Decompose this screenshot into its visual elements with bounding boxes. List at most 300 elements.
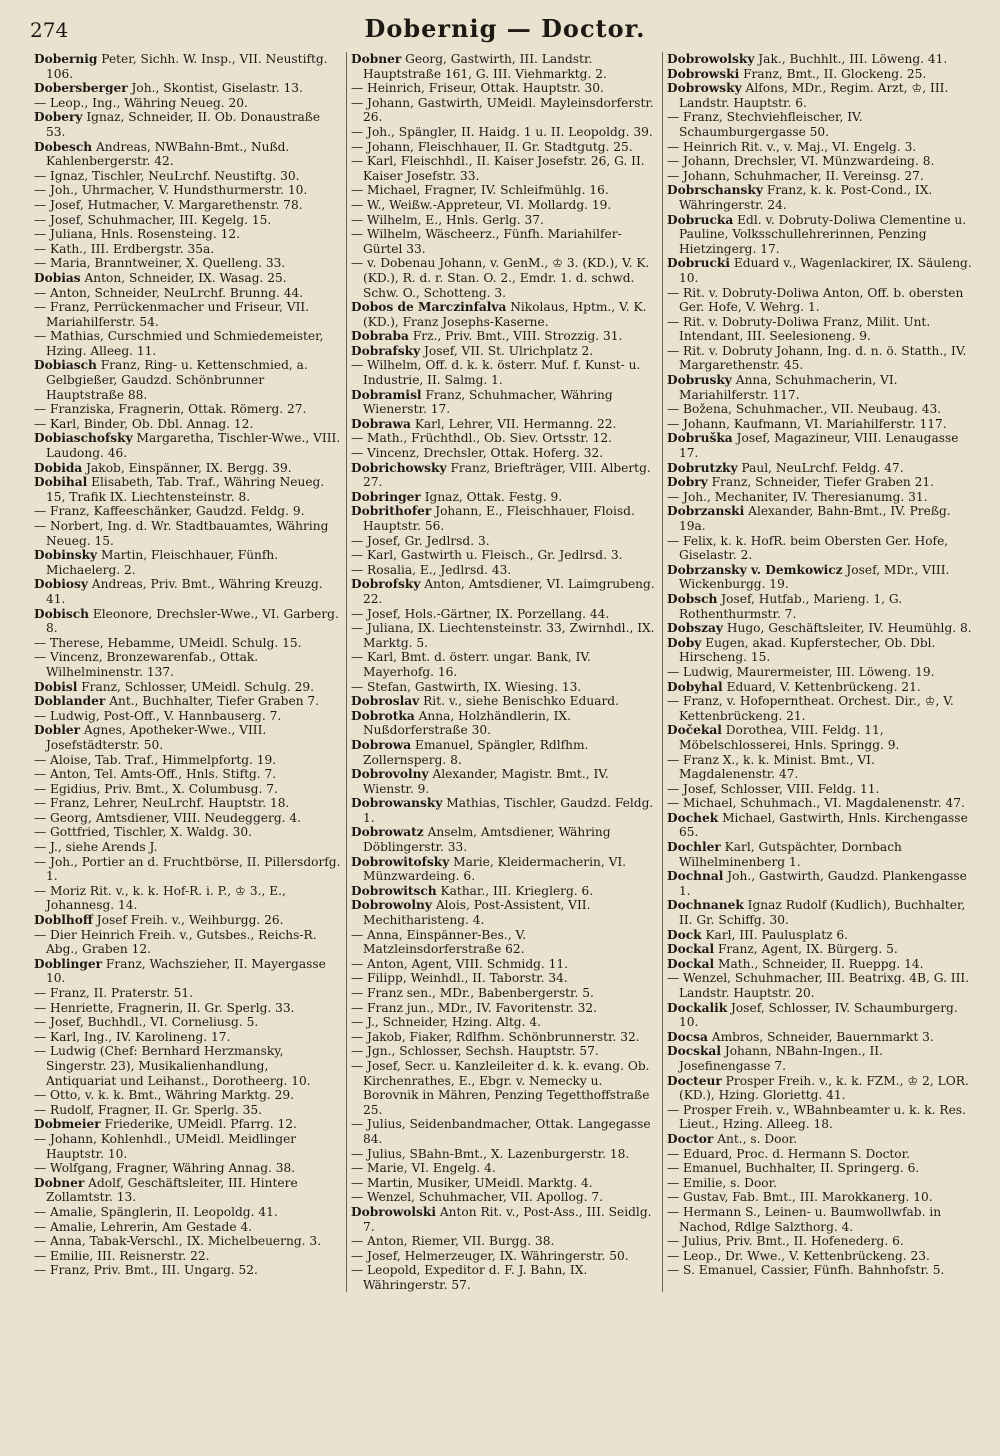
entry-surname: Dobernig xyxy=(34,52,98,66)
entry-text: — Franz, Lehrer, NeuLrchf. Hauptstr. 18. xyxy=(34,796,290,811)
entry-text: Ambros, Schneider, Bauernmarkt 3. xyxy=(711,1029,934,1044)
entry-text: — Amalie, Spänglerin, II. Leopoldg. 41. xyxy=(34,1204,278,1219)
directory-entry xyxy=(34,1205,342,1220)
entry-surname: Dochnanek xyxy=(667,898,744,913)
entry-text: — Karl, Ing., IV. Karolineng. 17. xyxy=(34,1029,231,1044)
entry-text: — Hermann S., Leinen- u. Baumwollwfab. in Nachod, Rdlge Salzthorg. 4. xyxy=(667,1204,942,1234)
entry-text: — Leop., Ing., Währing Neueg. 20. xyxy=(34,95,248,110)
directory-entry xyxy=(34,1263,342,1278)
entry-surname: Dobisl xyxy=(34,679,78,694)
entry-surname: Dockal xyxy=(667,942,715,957)
entry-surname: Dobias xyxy=(34,270,81,285)
entry-text: Alexander, Bahn-Bmt., IV. Preßg. 19a. xyxy=(679,504,951,533)
entry-text: — Wilhelm, Off. d. k. k. österr. Muf. f. Kunst- u. Industrie, II. Salmg. 1. xyxy=(351,358,641,388)
directory-entry xyxy=(34,198,342,213)
directory-entry xyxy=(667,373,974,402)
entry-text: Anna, Schuhmacherin, VI. Mariahilferstr. 117. xyxy=(679,373,898,402)
entry-text: Josef Freih. v., Weihburgg. 26. xyxy=(96,913,284,928)
entry-text: Joh., Gastwirth, Gaudzd. Plankengasse 1. xyxy=(679,869,967,898)
entry-surname: Dobiosy xyxy=(34,577,88,592)
entry-text: — Egidius, Priv. Bmt., X. Columbusg. 7. xyxy=(34,781,278,796)
directory-entry xyxy=(667,490,974,505)
directory-entry xyxy=(34,1044,342,1088)
entry-text: Joh., Skontist, Giselastr. 13. xyxy=(131,81,303,96)
directory-entry xyxy=(34,227,342,242)
entry-text: — Josef, Buchhdl., VI. Corneliusg. 5. xyxy=(34,1015,259,1030)
directory-entry xyxy=(667,621,974,636)
directory-entry xyxy=(667,52,974,67)
entry-text: Franz, Ring- u. Kettenschmied, a. Gelbgießer, Gaudzd. Schönbrunner Hauptstraße 88. xyxy=(46,358,308,402)
directory-entry xyxy=(351,1176,658,1191)
entry-text: — Josef, Schuhmacher, III. Kegelg. 15. xyxy=(34,212,272,227)
directory-entry xyxy=(351,504,658,533)
entry-surname: Dobler xyxy=(34,723,81,738)
entry-surname: Dobinsky xyxy=(34,548,98,563)
directory-entry xyxy=(351,329,658,344)
entry-text: — v. Dobenau Johann, v. GenM., ♔ 3. (KD.), V. K. (KD.), R. d. r. Stan. O. 2., Emdr. 1. d. schwd. Schw. O., Schotteng. 3. xyxy=(351,256,650,300)
entry-text: — Maria, Branntweiner, X. Quelleng. 33. xyxy=(34,256,286,271)
directory-entry xyxy=(667,796,974,811)
directory-entry xyxy=(351,125,658,140)
entry-text: Nikolaus, Hptm., V. K. (KD.), Franz Josephs-Kaserne. xyxy=(363,300,647,329)
directory-entry xyxy=(34,680,342,695)
entry-text: Eduard v., Wagenlackirer, IX. Säuleng. 10. xyxy=(679,256,972,285)
entry-text: — W., Weißw.-Appreteur, VI. Mollardg. 19. xyxy=(351,197,612,212)
directory-entry xyxy=(34,169,342,184)
entry-text: Peter, Sichh. W. Insp., VII. Neustiftg. 106. xyxy=(46,52,328,81)
directory-entry xyxy=(34,986,342,1001)
entry-text: Emanuel, Spängler, Rdlfhm. Zollernsperg. 8. xyxy=(363,737,589,767)
entry-text: Franz, Briefträger, VIII. Albertg. 27. xyxy=(363,460,651,490)
directory-entry xyxy=(351,738,658,767)
entry-text: Andreas, NWBahn-Bmt., Nußd. Kahlenbergerstr. 42. xyxy=(46,139,290,169)
directory-entry xyxy=(34,782,342,797)
page-number: 274 xyxy=(30,18,69,42)
directory-entry xyxy=(351,971,658,986)
directory-entry xyxy=(667,475,974,490)
directory-entry xyxy=(351,1263,658,1292)
directory-entry xyxy=(667,563,974,592)
entry-text: — Juliana, Hnls. Rosensteing. 12. xyxy=(34,227,240,242)
entry-text: Anton, Schneider, IX. Wasag. 25. xyxy=(84,270,287,285)
directory-entry xyxy=(351,300,658,329)
entry-text: Franz, Schuhmacher, Währing Wienerstr. 17. xyxy=(363,387,613,417)
directory-entry xyxy=(351,1044,658,1059)
directory-entry xyxy=(667,694,974,723)
entry-surname: Dobisch xyxy=(34,606,89,621)
directory-entry xyxy=(34,1001,342,1016)
entry-surname: Dobrowitsch xyxy=(351,883,437,898)
entry-text: — Vincenz, Bronzewarenfab., Ottak. Wilhelminenstr. 137. xyxy=(34,650,259,679)
entry-text: — Heinrich, Friseur, Ottak. Hauptstr. 30. xyxy=(351,81,604,96)
entry-text: Frz., Priv. Bmt., VIII. Strozzig. 31. xyxy=(412,329,623,344)
directory-entry xyxy=(34,431,342,460)
entry-text: Ignaz, Ottak. Festg. 9. xyxy=(424,489,563,504)
entry-text: — Joh., Spängler, II. Haidg. 1 u. II. Leopoldg. 39. xyxy=(351,124,653,139)
entry-text: — Franz X., k. k. Minist. Bmt., VI. Magdalenenstr. 47. xyxy=(667,752,875,782)
entry-text: Prosper Freih. v., k. k. FZM., ♔ 2, LOR. (KD.), Hzing. Gloriettg. 41. xyxy=(679,1073,969,1103)
directory-entry xyxy=(351,1030,658,1045)
entry-text: Ant., Buchhalter, Tiefer Graben 7. xyxy=(109,694,320,709)
directory-entry xyxy=(667,942,974,957)
entry-surname: Dobersberger xyxy=(34,81,128,96)
entry-text: Franz, Agent, IX. Bürgerg. 5. xyxy=(717,942,898,957)
directory-entry xyxy=(667,213,974,257)
directory-entry xyxy=(667,256,974,285)
entry-text: Karl, III. Paulusplatz 6. xyxy=(705,927,849,942)
directory-entry xyxy=(34,1132,342,1161)
entry-text: — Rit. v. Dobruty-Doliwa Anton, Off. b. obersten Ger. Hofe, V. Wehrg. 1. xyxy=(667,285,964,315)
directory-entry xyxy=(667,417,974,432)
directory-entry xyxy=(667,665,974,680)
entry-text: — Franz, v. Hofoperntheat. Orchest. Dir., ♔, V. Kettenbrückeng. 21. xyxy=(667,694,954,723)
directory-entry xyxy=(34,1103,342,1118)
entry-surname: Dobihal xyxy=(34,475,88,490)
directory-entry xyxy=(351,227,658,256)
directory-entry xyxy=(34,694,342,709)
entry-text: — Math., Früchthdl., Ob. Siev. Ortsstr. 12. xyxy=(351,431,612,446)
directory-entry xyxy=(34,796,342,811)
directory-entry xyxy=(351,534,658,549)
entry-text: — Božena, Schuhmacher., VII. Neubaug. 43. xyxy=(667,402,942,417)
entry-text: — Eduard, Proc. d. Hermann S. Doctor. xyxy=(667,1146,910,1161)
entry-surname: Dobraba xyxy=(351,329,409,344)
directory-entry xyxy=(667,723,974,752)
entry-text: Eleonore, Drechsler-Wwe., VI. Garberg. 8. xyxy=(46,606,339,636)
entry-text: — Jakob, Fiaker, Rdlfhm. Schönbrunnerstr. 32. xyxy=(351,1029,640,1044)
entry-text: — Julius, SBahn-Bmt., X. Lazenburgerstr. 18. xyxy=(351,1146,630,1161)
entry-text: Adolf, Geschäftsleiter, III. Hintere Zollamtstr. 13. xyxy=(46,1175,298,1205)
directory-entry xyxy=(351,898,658,927)
directory-entry xyxy=(351,154,658,183)
entry-text: — Wilhelm, Wäscheerz., Fünfh. Mariahilfer-Gürtel 33. xyxy=(351,227,622,256)
entry-text: Dorothea, VIII. Feldg. 11, Möbelschlosserei, Hnls. Springg. 9. xyxy=(679,723,900,752)
entry-text: — Wolfgang, Fragner, Währing Annag. 38. xyxy=(34,1161,296,1176)
entry-text: Ignaz, Schneider, II. Ob. Donaustraße 53. xyxy=(46,110,321,139)
directory-entry xyxy=(667,1176,974,1191)
entry-text: Anton, Amtsdiener, VI. Laimgrubeng. 22. xyxy=(363,577,655,606)
directory-entry xyxy=(667,928,974,943)
directory-entry xyxy=(351,884,658,899)
entry-text: — Mathias, Curschmied und Schmiedemeister, Hzing. Alleeg. 11. xyxy=(34,329,324,358)
directory-entry xyxy=(351,1205,658,1234)
directory-entry xyxy=(351,563,658,578)
directory-entry xyxy=(667,1249,974,1264)
entry-surname: Dočekal xyxy=(667,723,722,738)
entry-text: — Rudolf, Fragner, II. Gr. Sperlg. 35. xyxy=(34,1102,262,1117)
entry-text: — Wenzel, Schuhmacher, III. Beatrixg. 4B, G. III. Landstr. Hauptstr. 20. xyxy=(667,971,970,1000)
directory-entry xyxy=(351,358,658,387)
entry-text: — J., siehe Arends J. xyxy=(34,840,158,855)
entry-text: Franz, k. k. Post-Cond., IX. Währingerstr. 24. xyxy=(679,183,933,212)
entry-surname: Dobesch xyxy=(34,139,93,154)
entry-text: — Johann, Schuhmacher, II. Vereinsg. 27. xyxy=(667,168,924,183)
entry-text: — Heinrich Rit. v., v. Maj., VI. Engelg. 3. xyxy=(667,139,917,154)
directory-entry xyxy=(34,577,342,606)
entry-text: Eugen, akad. Kupferstecher, Ob. Dbl. Hirscheng. 15. xyxy=(679,635,936,665)
entry-surname: Docteur xyxy=(667,1073,722,1088)
directory-entry xyxy=(667,183,974,212)
entry-text: — Anton, Tel. Amts-Off., Hnls. Stiftg. 7. xyxy=(34,767,277,782)
directory-entry xyxy=(667,1103,974,1132)
entry-text: Josef, Hutfab., Marieng. 1, G. Rothenthurmstr. 7. xyxy=(679,591,903,621)
directory-entry xyxy=(667,1205,974,1234)
directory-entry xyxy=(667,1030,974,1045)
directory-entry xyxy=(34,1176,342,1205)
columns xyxy=(30,52,980,1292)
entry-text: Johann, NBahn-Ingen., II. Josefinengasse 7. xyxy=(679,1044,883,1073)
directory-entry xyxy=(34,461,342,476)
entry-text: Franz, Wachszieher, II. Mayergasse 10. xyxy=(46,956,326,986)
directory-entry xyxy=(34,242,342,257)
entry-text: — Johann, Fleischhauer, II. Gr. Stadtgutg. 25. xyxy=(351,139,633,154)
entry-surname: Dobrzansky v. Demkowicz xyxy=(667,562,843,577)
entry-text: — Anton, Agent, VIII. Schmidg. 11. xyxy=(351,956,569,971)
entry-surname: Dobrowolsky xyxy=(667,52,755,66)
entry-text: Karl, Lehrer, VII. Hermanng. 22. xyxy=(414,416,617,431)
entry-text: — Josef, Schlosser, VIII. Feldg. 11. xyxy=(667,781,880,796)
directory-entry xyxy=(351,417,658,432)
directory-entry xyxy=(667,1190,974,1205)
entry-text: Franz, Schlosser, UMeidl. Schulg. 29. xyxy=(81,679,315,694)
entry-surname: Docsa xyxy=(667,1029,708,1044)
directory-entry xyxy=(667,971,974,1000)
directory-entry xyxy=(34,840,342,855)
entry-text: Friederike, UMeidl. Pfarrg. 12. xyxy=(104,1117,297,1132)
entry-text: — Otto, v. k. k. Bmt., Währing Marktg. 29. xyxy=(34,1088,295,1103)
entry-text: — Franz, Stechviehfleischer, IV. Schaumburgergasse 50. xyxy=(667,110,863,139)
entry-text: — Ludwig, Maurermeister, III. Löweng. 19. xyxy=(667,664,935,679)
column-1 xyxy=(30,52,346,1292)
directory-entry xyxy=(667,402,974,417)
entry-text: — Joh., Mechaniter, IV. Theresianumg. 31. xyxy=(667,489,928,504)
directory-entry xyxy=(351,986,658,1001)
entry-text: Franz, Bmt., II. Glockeng. 25. xyxy=(743,66,927,81)
directory-entry xyxy=(34,402,342,417)
entry-text: — Therese, Hebamme, UMeidl. Schulg. 15. xyxy=(34,635,302,650)
entry-text: Ignaz Rudolf (Kudlich), Buchhalter, II. Gr. Schiffg. 30. xyxy=(679,898,966,928)
entry-surname: Dobner xyxy=(351,52,402,66)
entry-surname: Dobry xyxy=(667,475,708,490)
directory-entry xyxy=(34,1220,342,1235)
entry-surname: Doctor xyxy=(667,1131,714,1146)
directory-entry xyxy=(34,519,342,548)
directory-entry xyxy=(351,694,658,709)
directory-entry xyxy=(34,52,342,81)
entry-text: Hugo, Geschäftsleiter, IV. Heumühlg. 8. xyxy=(726,621,972,636)
entry-surname: Dobyhal xyxy=(667,679,723,694)
entry-text: — Rit. v. Dobruty-Doliwa Franz, Milit. Unt. Intendant, III. Seelesioneng. 9. xyxy=(667,314,931,344)
entry-text: — Martin, Musiker, UMeidl. Marktg. 4. xyxy=(351,1175,593,1190)
entry-surname: Dochek xyxy=(667,810,719,825)
directory-entry xyxy=(667,81,974,110)
entry-text: Jak., Buchhlt., III. Löweng. 41. xyxy=(758,52,948,66)
entry-text: — Franz, II. Praterstr. 51. xyxy=(34,986,194,1000)
entry-text: Marie, Kleidermacherin, VI. Münzwardeing. 6. xyxy=(363,854,627,884)
entry-surname: Dobiaschofsky xyxy=(34,431,133,446)
directory-entry xyxy=(667,315,974,344)
entry-text: — S. Emanuel, Cassier, Fünfh. Bahnhofstr. 5. xyxy=(667,1263,945,1278)
entry-surname: Dobrowolny xyxy=(351,898,432,913)
directory-entry xyxy=(34,1030,342,1045)
directory-entry xyxy=(351,1117,658,1146)
directory-entry xyxy=(351,183,658,198)
directory-entry xyxy=(351,213,658,228)
directory-entry xyxy=(351,1249,658,1264)
entry-text: — Rit. v. Dobruty Johann, Ing. d. n. ö. Statth., IV. Margarethenstr. 45. xyxy=(667,343,967,373)
directory-entry xyxy=(351,621,658,650)
entry-text: — Johann, Drechsler, VI. Münzwardeing. 8. xyxy=(667,154,935,169)
directory-entry xyxy=(351,825,658,854)
entry-surname: Dobrafsky xyxy=(351,343,421,358)
entry-text: — J., Schneider, Hzing. Altg. 4. xyxy=(351,1015,541,1030)
directory-entry xyxy=(667,1132,974,1147)
entry-surname: Dobrucka xyxy=(667,212,734,227)
entry-text: Michael, Gastwirth, Hnls. Kirchengasse 65. xyxy=(679,810,968,840)
directory-entry xyxy=(667,782,974,797)
entry-surname: Dobrithofer xyxy=(351,504,432,519)
entry-text: — Vincenz, Drechsler, Ottak. Hoferg. 32. xyxy=(351,446,604,461)
directory-entry xyxy=(351,446,658,461)
entry-surname: Dobrichowsky xyxy=(351,460,447,475)
entry-text: — Josef, Secr. u. Kanzleileiter d. k. k. evang. Ob. Kirchenrathes, E., Ebgr. v. Nemecky u. Borovnik in Mähren, Penzing Tegetthoffstraße 25. xyxy=(351,1058,650,1117)
directory-entry xyxy=(351,388,658,417)
entry-text: — Moriz Rit. v., k. k. Hof-R. i. P., ♔ 3., E., Johannesg. 14. xyxy=(34,883,286,913)
entry-text: — Franz, Kaffeeschänker, Gaudzd. Feldg. 9. xyxy=(34,504,305,519)
entry-text: — Anna, Tabak-Verschl., IX. Michelbeuerng. 3. xyxy=(34,1234,321,1249)
entry-text: Math., Schneider, II. Rueppg. 14. xyxy=(717,956,924,971)
entry-surname: Dobsch xyxy=(667,591,718,606)
entry-text: — Karl, Bmt. d. österr. ungar. Bank, IV. Mayerhofg. 16. xyxy=(351,650,591,679)
directory-entry xyxy=(351,1001,658,1016)
directory-entry xyxy=(351,140,658,155)
entry-surname: Dobszay xyxy=(667,621,723,636)
directory-entry xyxy=(667,1147,974,1162)
entry-surname: Dobrutzky xyxy=(667,460,738,475)
directory-entry xyxy=(351,957,658,972)
entry-text: — Georg, Amtsdiener, VIII. Neudeggerg. 4. xyxy=(34,810,301,825)
entry-text: Mathias, Tischler, Gaudzd. Feldg. 1. xyxy=(363,796,654,825)
directory-entry xyxy=(351,1234,658,1249)
directory-entry xyxy=(34,81,342,96)
directory-entry xyxy=(34,1161,342,1176)
column-3 xyxy=(662,52,978,1292)
entry-text: — Johann, Kaufmann, VI. Mariahilferstr. 117. xyxy=(667,416,947,431)
directory-entry xyxy=(351,198,658,213)
entry-surname: Doby xyxy=(667,635,702,650)
entry-text: Anselm, Amtsdiener, Währing Döblingerstr. 33. xyxy=(363,825,611,855)
entry-surname: Dobos de Marczinfalva xyxy=(351,300,507,315)
entry-text: Karl, Gutspächter, Dornbach Wilhelminenberg 1. xyxy=(679,840,902,869)
directory-entry xyxy=(667,957,974,972)
directory-entry xyxy=(34,1117,342,1132)
entry-text: Martin, Fleischhauer, Fünfh. Michaelerg. 2. xyxy=(46,548,279,577)
entry-surname: Dobrofsky xyxy=(351,577,421,592)
entry-text: Alexander, Magistr. Bmt., IV. Wienstr. 9. xyxy=(363,767,609,796)
entry-surname: Dobida xyxy=(34,460,83,475)
directory-entry xyxy=(351,1190,658,1205)
directory-entry xyxy=(667,67,974,82)
directory-entry xyxy=(667,504,974,533)
entry-text: — Ludwig (Chef: Bernhard Herzmansky, Singerstr. 23), Musikalienhandlung, Antiquariat und Leihanst., Dorotheerg. 10. xyxy=(34,1044,311,1088)
directory-entry xyxy=(351,81,658,96)
entry-text: — Juliana, IX. Liechtensteinstr. 33, Zwirnhdl., IX. Marktg. 5. xyxy=(351,621,655,650)
entry-text: — Amalie, Lehrerin, Am Gestade 4. xyxy=(34,1219,253,1234)
entry-surname: Dobrowolski xyxy=(351,1204,436,1219)
directory-entry xyxy=(667,636,974,665)
entry-surname: Dobery xyxy=(34,110,83,125)
entry-surname: Dobruška xyxy=(667,431,733,446)
column-2 xyxy=(346,52,662,1292)
entry-text: — Michael, Fragner, IV. Schleifmühlg. 16. xyxy=(351,183,609,198)
entry-surname: Dobrowatz xyxy=(351,825,424,840)
directory-entry xyxy=(34,271,342,286)
entry-text: — Kath., III. Erdbergstr. 35a. xyxy=(34,241,215,256)
entry-text: — Michael, Schuhmach., VI. Magdalenenstr. 47. xyxy=(667,796,965,811)
directory-entry xyxy=(34,256,342,271)
entry-text: — Julius, Seidenbandmacher, Ottak. Langegasse 84. xyxy=(351,1117,651,1146)
directory-entry xyxy=(667,110,974,139)
entry-text: — Gottfried, Tischler, X. Waldg. 30. xyxy=(34,825,253,840)
directory-entry xyxy=(667,344,974,373)
entry-surname: Dobrzanski xyxy=(667,504,745,519)
running-title: Dobernig — Doctor. xyxy=(364,14,646,43)
entry-surname: Dobrowansky xyxy=(351,796,443,811)
directory-entry xyxy=(667,1001,974,1030)
directory-entry xyxy=(351,52,658,81)
entry-text: — Marie, VI. Engelg. 4. xyxy=(351,1161,496,1176)
entry-surname: Dobrotka xyxy=(351,708,415,723)
directory-entry xyxy=(351,928,658,957)
entry-text: Anton Rit. v., Post-Ass., III. Seidlg. 7. xyxy=(363,1204,652,1234)
directory-entry xyxy=(34,475,342,504)
directory-entry xyxy=(667,1044,974,1073)
directory-entry xyxy=(34,140,342,169)
directory-entry xyxy=(667,154,974,169)
directory-entry xyxy=(34,213,342,228)
directory-entry xyxy=(34,650,342,679)
entry-text: — Aloise, Tab. Traf., Himmelpfortg. 19. xyxy=(34,752,277,767)
directory-entry xyxy=(34,286,342,301)
entry-surname: Dobrowitofsky xyxy=(351,854,450,869)
entry-surname: Dobramisl xyxy=(351,387,422,402)
entry-surname: Dock xyxy=(667,927,702,942)
entry-text: — Franz jun., MDr., IV. Favoritenstr. 32. xyxy=(351,1000,598,1015)
entry-surname: Dobringer xyxy=(351,489,421,504)
entry-text: Andreas, Priv. Bmt., Währing Kreuzg. 41. xyxy=(46,577,323,606)
directory-entry xyxy=(34,300,342,329)
entry-surname: Doblander xyxy=(34,694,106,709)
entry-text: — Franz, Perrückenmacher und Friseur, VII. Mariahilferstr. 54. xyxy=(34,300,310,329)
entry-text: — Filipp, Weinhdl., II. Taborstr. 34. xyxy=(351,971,568,986)
entry-surname: Dobrucki xyxy=(667,256,730,271)
entry-text: — Anton, Riemer, VII. Burgg. 38. xyxy=(351,1234,555,1249)
directory-entry xyxy=(351,431,658,446)
entry-text: — Joh., Portier an d. Fruchtbörse, II. Pillersdorfg. 1. xyxy=(34,854,341,884)
entry-text: — Prosper Freih. v., WBahnbeamter u. k. k. Res. Lieut., Hzing. Alleeg. 18. xyxy=(667,1102,966,1132)
entry-text: — Dier Heinrich Freih. v., Gutsbes., Reichs-R. Abg., Graben 12. xyxy=(34,927,317,957)
entry-text: — Franziska, Fragnerin, Ottak. Römerg. 27. xyxy=(34,402,307,417)
directory-entry xyxy=(34,825,342,840)
directory-entry xyxy=(34,417,342,432)
directory-entry xyxy=(667,461,974,476)
entry-surname: Dobroslav xyxy=(351,694,420,709)
directory-entry xyxy=(667,1161,974,1176)
entry-text: — Franz, Priv. Bmt., III. Ungarg. 52. xyxy=(34,1263,258,1278)
directory-entry xyxy=(34,96,342,111)
directory-entry xyxy=(667,286,974,315)
directory-entry xyxy=(351,680,658,695)
